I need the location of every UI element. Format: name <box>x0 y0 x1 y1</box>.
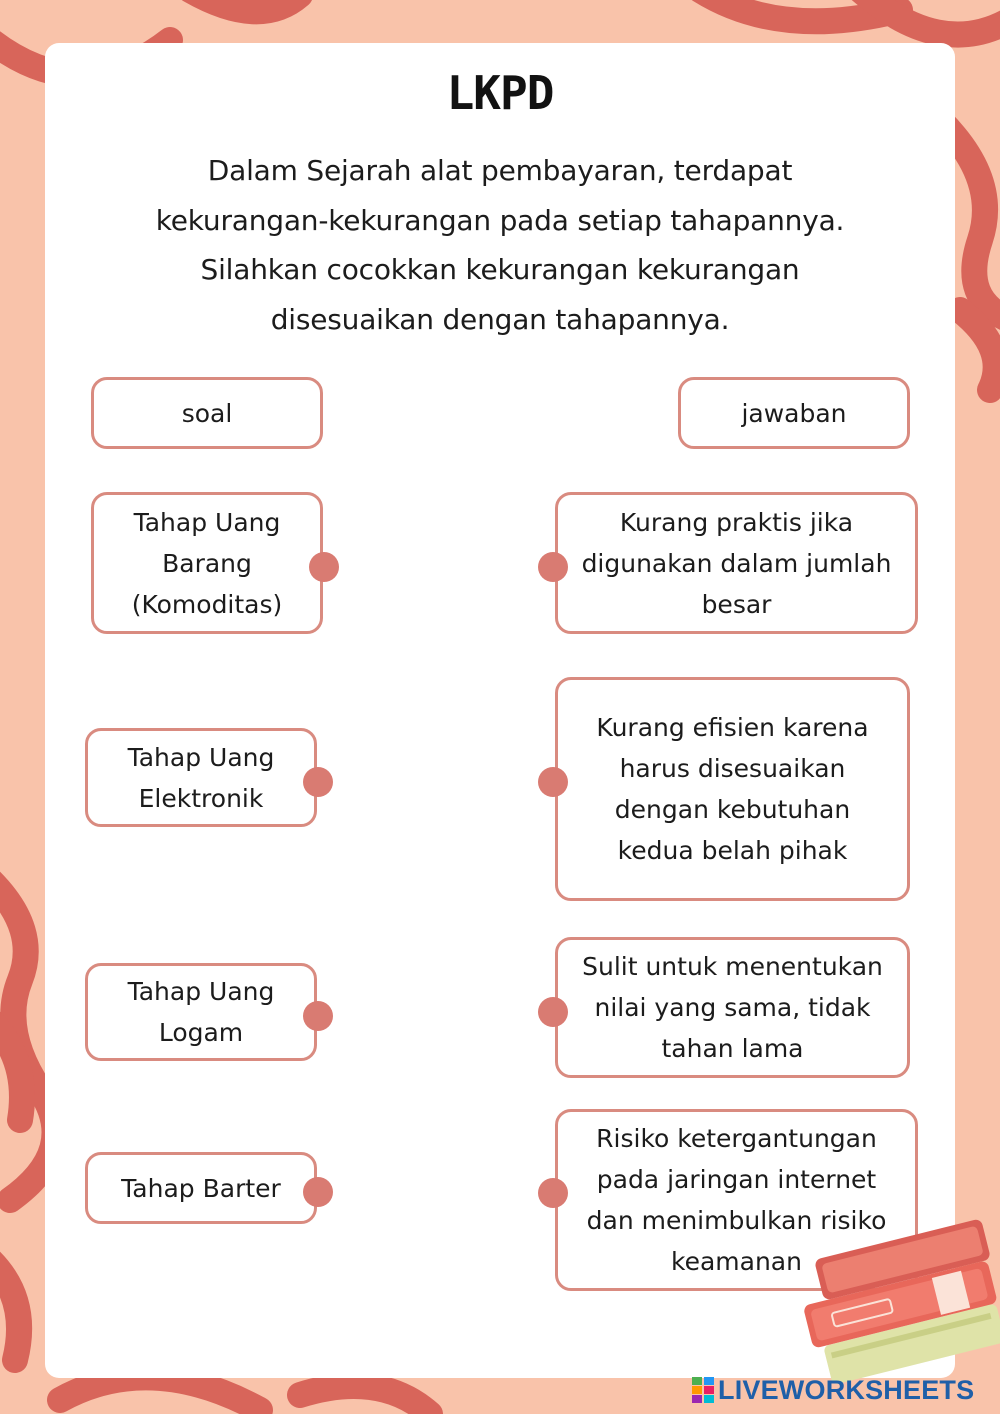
liveworksheets-brand <box>692 1372 974 1408</box>
header-soal: soal <box>91 377 323 449</box>
question-connector-dot[interactable] <box>303 1001 333 1031</box>
page-title: LKPD <box>446 66 554 120</box>
answer-box: Kurang praktis jika digunakan dalam jumlah besar <box>555 492 918 634</box>
answer-box: Kurang efisien karena harus disesuaikan dengan kebutuhan kedua belah pihak <box>555 677 910 901</box>
brand-text: LIVEWORKSHEETS <box>718 1374 975 1405</box>
answer-connector-dot[interactable] <box>538 997 568 1027</box>
question-box: Tahap Uang Barang (Komoditas) <box>91 492 323 634</box>
question-box: Tahap Uang Elektronik <box>85 728 317 827</box>
question-connector-dot[interactable] <box>303 1177 333 1207</box>
question-box: Tahap Uang Logam <box>85 963 317 1061</box>
liveworksheets-logo-icon <box>692 1377 714 1403</box>
books-illustration <box>788 1218 1000 1388</box>
question-connector-dot[interactable] <box>309 552 339 582</box>
answer-connector-dot[interactable] <box>538 767 568 797</box>
answer-box: Risiko ketergantungan pada jaringan internet dan menimbulkan risiko keamanan <box>555 1109 918 1291</box>
question-box: Tahap Barter <box>85 1152 317 1224</box>
answer-box: Sulit untuk menentukan nilai yang sama, tidak tahan lama <box>555 937 910 1078</box>
header-jawaban: jawaban <box>678 377 910 449</box>
answer-connector-dot[interactable] <box>538 552 568 582</box>
answer-connector-dot[interactable] <box>538 1178 568 1208</box>
question-connector-dot[interactable] <box>303 767 333 797</box>
instruction-text: Dalam Sejarah alat pembayaran, terdapat kekurangan-kekurangan pada setiap tahapannya. Silahkan cocokkan kekurangan kekurangan disesuaikan dengan tahapannya. <box>155 154 845 336</box>
